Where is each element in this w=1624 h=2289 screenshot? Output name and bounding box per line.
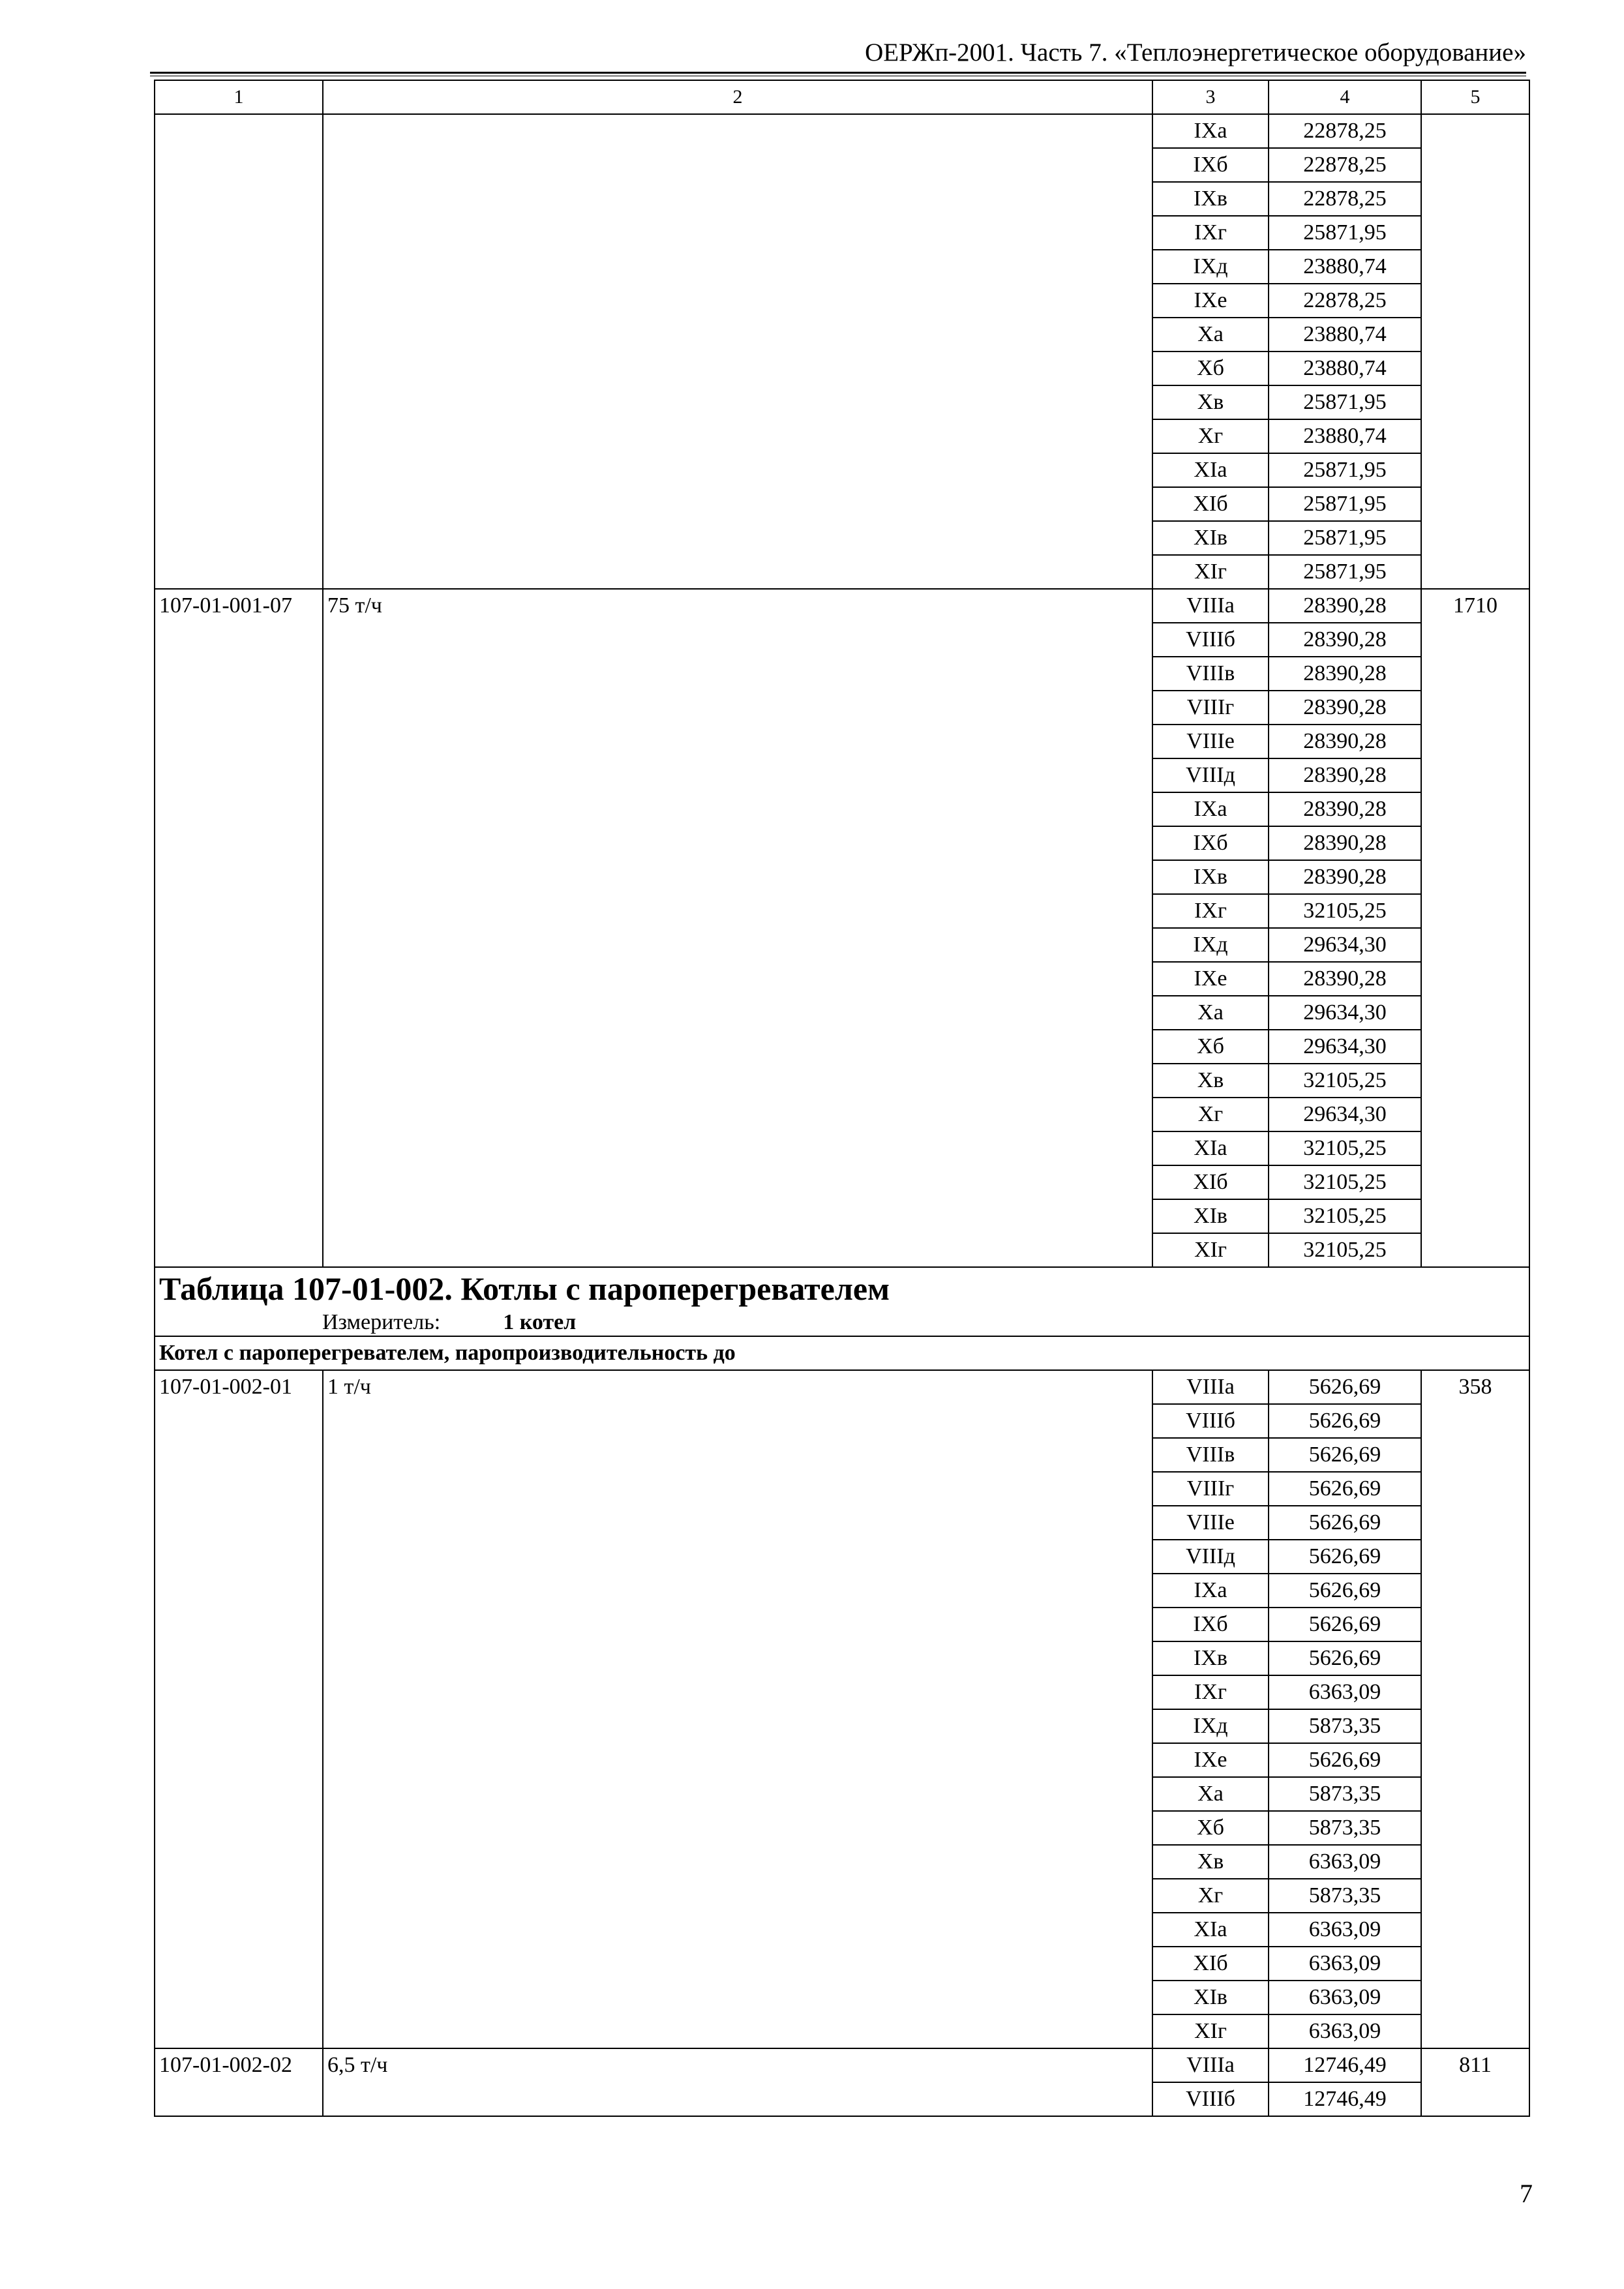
category-cell: Xв <box>1152 1845 1269 1879</box>
value-cell: 29634,30 <box>1269 1030 1421 1064</box>
category-cell: IXб <box>1152 148 1269 182</box>
category-cell: XIг <box>1152 555 1269 589</box>
rate-name: 1 т/ч <box>323 1370 1152 2048</box>
table-row <box>155 114 1529 148</box>
category-cell: IXв <box>1152 182 1269 216</box>
value-cell: 5873,35 <box>1269 1811 1421 1845</box>
value-cell: 28390,28 <box>1269 758 1421 792</box>
column-number: 4 <box>1269 80 1421 114</box>
category-cell: Xг <box>1152 419 1269 453</box>
category-cell: IXб <box>1152 826 1269 860</box>
value-cell: 5873,35 <box>1269 1709 1421 1743</box>
category-cell: VIIIе <box>1152 1506 1269 1540</box>
value-cell: 23880,74 <box>1269 419 1421 453</box>
category-cell: XIб <box>1152 1165 1269 1199</box>
value-cell: 5873,35 <box>1269 1777 1421 1811</box>
category-cell: Xа <box>1152 318 1269 352</box>
category-cell: IXг <box>1152 1675 1269 1709</box>
value-cell: 5626,69 <box>1269 1370 1421 1404</box>
category-cell: XIв <box>1152 521 1269 555</box>
labor-cell: 358 <box>1421 1370 1529 2048</box>
value-cell: 32105,25 <box>1269 1233 1421 1267</box>
category-cell: XIв <box>1152 1981 1269 2014</box>
category-cell: VIIIв <box>1152 1438 1269 1472</box>
category-cell: IXд <box>1152 928 1269 962</box>
category-cell: Xа <box>1152 1777 1269 1811</box>
value-cell: 28390,28 <box>1269 657 1421 691</box>
value-cell: 5626,69 <box>1269 1641 1421 1675</box>
header-rule <box>150 72 1526 74</box>
value-cell: 23880,74 <box>1269 318 1421 352</box>
category-cell: Xг <box>1152 1098 1269 1131</box>
running-header: ОЕРЖп-2001. Часть 7. «Теплоэнергетическое оборудование» <box>865 38 1526 67</box>
value-cell: 6363,09 <box>1269 1947 1421 1981</box>
value-cell: 25871,95 <box>1269 385 1421 419</box>
column-number-row <box>155 80 1529 114</box>
category-cell: XIб <box>1152 487 1269 521</box>
category-cell: Xб <box>1152 352 1269 385</box>
category-cell: XIа <box>1152 1131 1269 1165</box>
value-cell: 6363,09 <box>1269 1845 1421 1879</box>
category-cell: VIIIб <box>1152 1404 1269 1438</box>
table-row <box>155 589 1529 623</box>
category-cell: IXд <box>1152 250 1269 284</box>
value-cell: 29634,30 <box>1269 928 1421 962</box>
value-cell: 25871,95 <box>1269 487 1421 521</box>
value-cell: 32105,25 <box>1269 1199 1421 1233</box>
category-cell: VIIIа <box>1152 1370 1269 1404</box>
page-number: 7 <box>1520 2179 1533 2208</box>
measure-label: Измеритель: <box>322 1310 441 1334</box>
value-cell: 29634,30 <box>1269 996 1421 1030</box>
labor-cell: 1710 <box>1421 589 1529 1267</box>
category-cell: Xв <box>1152 385 1269 419</box>
category-cell: XIа <box>1152 453 1269 487</box>
value-cell: 22878,25 <box>1269 148 1421 182</box>
category-cell: Xа <box>1152 996 1269 1030</box>
value-cell: 25871,95 <box>1269 521 1421 555</box>
rate-name: 75 т/ч <box>323 589 1152 1267</box>
table-row <box>155 2048 1529 2082</box>
value-cell: 28390,28 <box>1269 623 1421 657</box>
value-cell: 28390,28 <box>1269 792 1421 826</box>
category-cell: Xг <box>1152 1879 1269 1913</box>
value-cell: 22878,25 <box>1269 114 1421 148</box>
category-cell: Xб <box>1152 1811 1269 1845</box>
value-cell: 5873,35 <box>1269 1879 1421 1913</box>
value-cell: 6363,09 <box>1269 1981 1421 2014</box>
value-cell: 25871,95 <box>1269 555 1421 589</box>
category-cell: VIIIа <box>1152 589 1269 623</box>
rate-name <box>323 114 1152 589</box>
value-cell: 23880,74 <box>1269 352 1421 385</box>
category-cell: IXе <box>1152 1743 1269 1777</box>
value-cell: 12746,49 <box>1269 2048 1421 2082</box>
category-cell: IXа <box>1152 114 1269 148</box>
category-cell: IXб <box>1152 1608 1269 1641</box>
category-cell: VIIIе <box>1152 725 1269 758</box>
value-cell: 32105,25 <box>1269 1064 1421 1098</box>
category-cell: VIIIг <box>1152 691 1269 725</box>
rate-code: 107-01-002-01 <box>155 1370 323 2048</box>
value-cell: 23880,74 <box>1269 250 1421 284</box>
labor-cell: 811 <box>1421 2048 1529 2116</box>
value-cell: 5626,69 <box>1269 1743 1421 1777</box>
value-cell: 6363,09 <box>1269 1913 1421 1947</box>
value-cell: 25871,95 <box>1269 453 1421 487</box>
table-title-row <box>155 1267 1529 1336</box>
value-cell: 5626,69 <box>1269 1404 1421 1438</box>
value-cell: 28390,28 <box>1269 725 1421 758</box>
column-number: 3 <box>1152 80 1269 114</box>
rates-table <box>154 80 1530 2117</box>
column-number: 1 <box>155 80 323 114</box>
category-cell: VIIIв <box>1152 657 1269 691</box>
table-row <box>155 1370 1529 1404</box>
value-cell: 25871,95 <box>1269 216 1421 250</box>
measure-value: 1 котел <box>503 1310 577 1334</box>
category-cell: XIг <box>1152 1233 1269 1267</box>
category-cell: IXг <box>1152 894 1269 928</box>
value-cell: 6363,09 <box>1269 1675 1421 1709</box>
labor-cell <box>1421 114 1529 589</box>
category-cell: VIIIб <box>1152 2082 1269 2116</box>
column-number: 2 <box>323 80 1152 114</box>
category-cell: XIб <box>1152 1947 1269 1981</box>
value-cell: 28390,28 <box>1269 826 1421 860</box>
value-cell: 28390,28 <box>1269 589 1421 623</box>
rate-code <box>155 114 323 589</box>
table-title: Таблица 107-01-002. Котлы с пароперегревателем <box>159 1270 890 1307</box>
value-cell: 28390,28 <box>1269 962 1421 996</box>
value-cell: 28390,28 <box>1269 860 1421 894</box>
category-cell: IXд <box>1152 1709 1269 1743</box>
value-cell: 32105,25 <box>1269 894 1421 928</box>
value-cell: 32105,25 <box>1269 1131 1421 1165</box>
rate-name: 6,5 т/ч <box>323 2048 1152 2116</box>
column-number: 5 <box>1421 80 1529 114</box>
value-cell: 5626,69 <box>1269 1506 1421 1540</box>
table-title-cell <box>155 1267 1529 1336</box>
measure-line <box>159 1309 1525 1336</box>
category-cell: IXа <box>1152 1574 1269 1608</box>
category-cell: XIг <box>1152 2014 1269 2048</box>
category-cell: XIв <box>1152 1199 1269 1233</box>
value-cell: 12746,49 <box>1269 2082 1421 2116</box>
category-cell: VIIIа <box>1152 2048 1269 2082</box>
value-cell: 5626,69 <box>1269 1574 1421 1608</box>
rate-code: 107-01-002-02 <box>155 2048 323 2116</box>
category-cell: IXг <box>1152 216 1269 250</box>
category-cell: IXе <box>1152 284 1269 318</box>
value-cell: 6363,09 <box>1269 2014 1421 2048</box>
value-cell: 22878,25 <box>1269 284 1421 318</box>
value-cell: 5626,69 <box>1269 1540 1421 1574</box>
value-cell: 5626,69 <box>1269 1608 1421 1641</box>
category-cell: IXв <box>1152 1641 1269 1675</box>
value-cell: 28390,28 <box>1269 691 1421 725</box>
category-cell: Xб <box>1152 1030 1269 1064</box>
category-cell: IXа <box>1152 792 1269 826</box>
section-row <box>155 1336 1529 1370</box>
category-cell: XIа <box>1152 1913 1269 1947</box>
category-cell: IXв <box>1152 860 1269 894</box>
value-cell: 22878,25 <box>1269 182 1421 216</box>
value-cell: 32105,25 <box>1269 1165 1421 1199</box>
category-cell: Xв <box>1152 1064 1269 1098</box>
category-cell: IXе <box>1152 962 1269 996</box>
category-cell: VIIIд <box>1152 758 1269 792</box>
value-cell: 29634,30 <box>1269 1098 1421 1131</box>
value-cell: 5626,69 <box>1269 1438 1421 1472</box>
category-cell: VIIIг <box>1152 1472 1269 1506</box>
section-title: Котел с пароперегревателем, паропроизводительность до <box>155 1336 1529 1370</box>
value-cell: 5626,69 <box>1269 1472 1421 1506</box>
rate-code: 107-01-001-07 <box>155 589 323 1267</box>
category-cell: VIIIб <box>1152 623 1269 657</box>
category-cell: VIIIд <box>1152 1540 1269 1574</box>
